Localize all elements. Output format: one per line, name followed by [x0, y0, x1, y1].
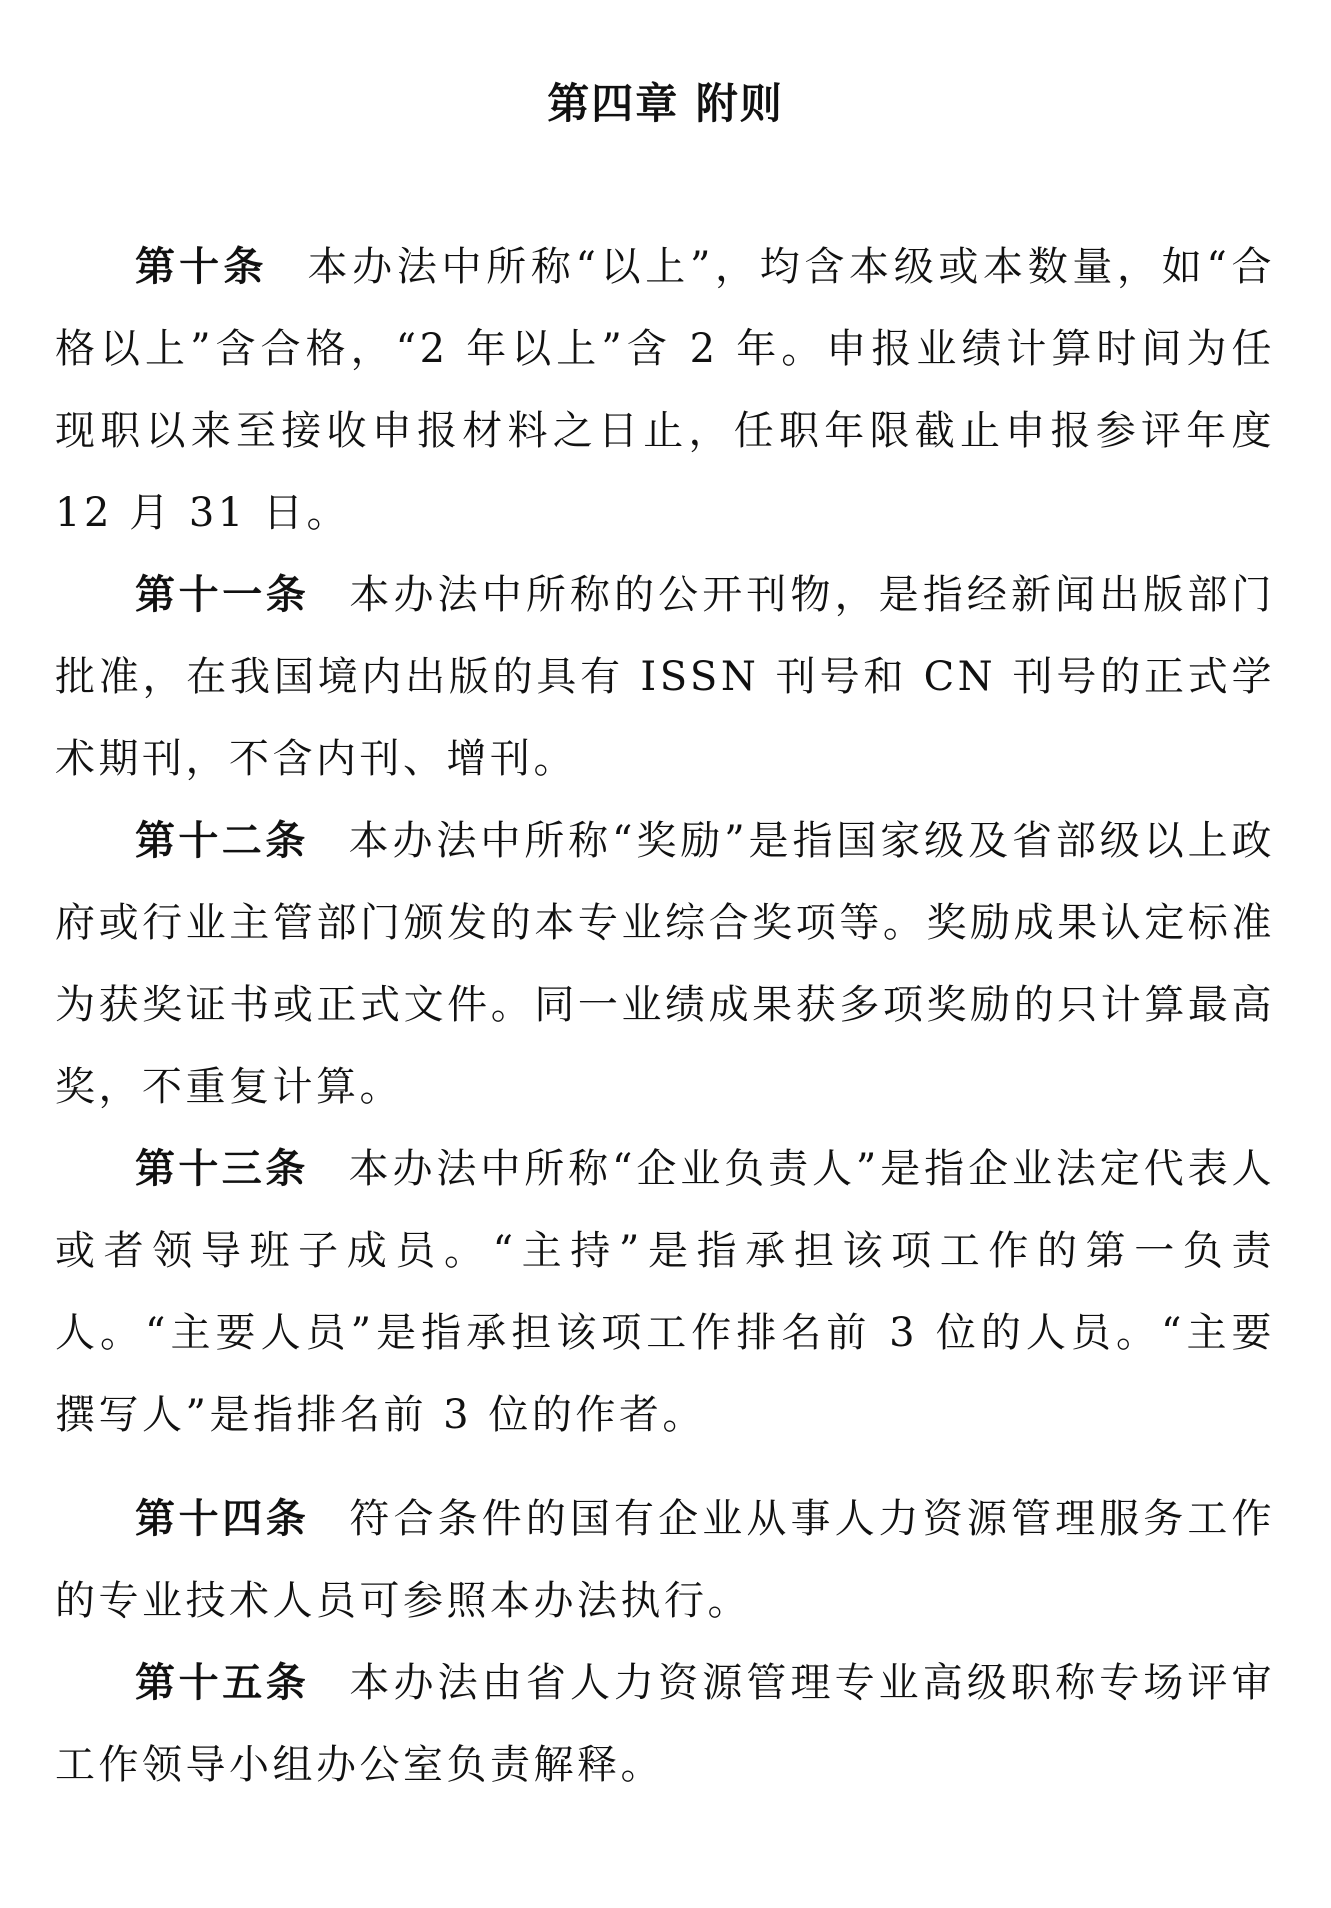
article-12: [55, 800, 1275, 1128]
article-14: [55, 1478, 1275, 1642]
article-15-label: 第十五条: [135, 1660, 310, 1706]
article-15-text: 本办法由省人力资源管理专业高级职称专场评审工作领导小组办公室负责解释。: [55, 1660, 1276, 1788]
article-10-label: 第十条: [135, 244, 268, 290]
article-14-text: 符合条件的国有企业从事人力资源管理服务工作的专业技术人员可参照本办法执行。: [55, 1496, 1276, 1624]
article-10: [55, 226, 1275, 554]
article-13-label: 第十三条: [135, 1146, 309, 1192]
article-12-text: 本办法中所称“奖励”是指国家级及省部级以上政府或行业主管部门颁发的本专业综合奖项等。奖励成果认定标准为获奖证书或正式文件。同一业绩成果获多项奖励的只计算最高奖，不重复计算。: [55, 818, 1276, 1110]
chapter-title: 第四章 附则: [547, 79, 784, 128]
article-15: [55, 1642, 1275, 1806]
article-13: [55, 1128, 1275, 1456]
article-11-label: 第十一条: [135, 572, 310, 618]
article-13-text: 本办法中所称“企业负责人”是指企业法定代表人或者领导班子成员。“主持”是指承担该项工作的第一负责人。“主要人员”是指承担该项工作排名前 3 位的人员。“主要撰写人”是指排名前 3 位的作者。: [55, 1146, 1276, 1438]
article-10-text: 本办法中所称“以上”，均含本级或本数量，如“合格以上”含合格，“2 年以上”含 2 年。申报业绩计算时间为任现职以来至接收申报材料之日止，任职年限截止申报参评年度 12 月 31 日。: [55, 244, 1275, 536]
article-11: [55, 554, 1275, 800]
article-11-text: 本办法中所称的公开刊物，是指经新闻出版部门批准，在我国境内出版的具有 ISSN 刊号和 CN 刊号的正式学术期刊，不含内刊、增刊。: [55, 572, 1276, 782]
article-14-label: 第十四条: [135, 1496, 310, 1542]
article-12-label: 第十二条: [135, 818, 309, 864]
